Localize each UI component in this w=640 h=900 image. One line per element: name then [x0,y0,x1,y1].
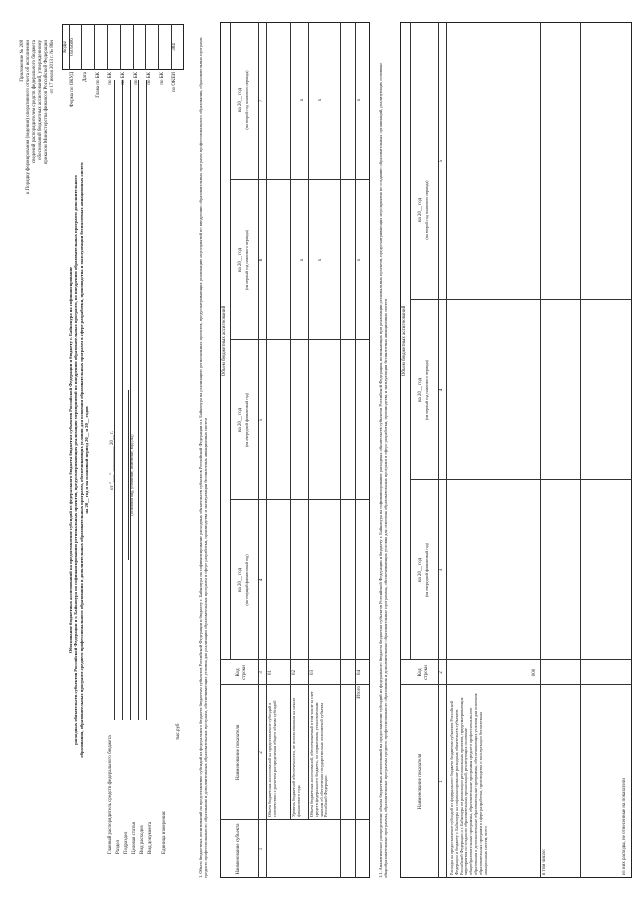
s11-column-number: 2 [439,671,444,674]
s11-row-name: Расходы на предоставление субсидий из федерального бюджета бюджетам субъектов Российской Федерации и бюджету г. Байконура на софинансирование расходных обязательств субъектов Российской Федерации и г. Байконура по реализации региональных проектов, предусматривающих мероприятия по созданию образовательных организаций, реализующих основные общеобразовательные программы, образовательные программы среднего профессионального образования и дополнительные образовательные программы, обеспечивающих условия для освоения образовательных программ в сфере разработки, производства и эксплуатации беспилотных авиационных систем, всего [449,693,488,875]
s11-year-label: на 20__ год [418,377,423,403]
code-label: по БК [146,72,152,85]
field-unit-label: Единица измерения: [162,810,167,854]
s1-row-name: Объем бюджетных ассигнований на предоставление субсидий в соответствии с расчетом распределения общего объема субсидий [267,700,277,817]
s11-subrow-2: из них расходы, не отнесенные на показатели [622,778,627,875]
s1-column-number: 1 [259,847,264,851]
code-label: Форма по ОКУД [70,72,75,108]
field-target-article: Целевая статья [132,822,137,854]
s1-row-name: Объем бюджетных ассигнований, обеспечиваемый в том числе за счет средств федерального бюджета, по нормативам, установленным законом об обеспечении государственных полномочий субъекта Российской Федерации [309,691,329,817]
s1-row-code: 02 [292,670,297,675]
s1-row-value: х [300,98,305,102]
code-label: по БК [159,72,165,85]
s1-col-subject: Наименование субъекта [236,823,241,875]
s1-year-sub: (на второй год планового периода) [244,70,249,130]
s11-column-number: 5 [439,159,444,163]
s1-row-value: х [318,98,323,102]
field-expense-type: Вид расходов [140,825,145,854]
s1-row-name: Уровень бюджетной обеспеченности, не использованная на начало финансового года [291,697,301,817]
title-line-3: образования, образовательных программ среднего профессионального образования и дополнительных образовательных программ, обеспечивающих условия для освоения образовательных программ в сфере разработки, производства и эксплуатации беспилотных авиационных систем [78,162,84,758]
s1-column-number: 5 [259,418,264,422]
header-line-2: сведений распорядителем средств федерального бюджета [32,40,37,164]
field-section: Раздел [116,839,121,854]
s1-row-value: х [300,258,305,262]
s1-column-number: 7 [259,99,264,103]
s1-column-number: 6 [259,258,264,262]
s11-col-name: Наименование показателя [418,753,423,810]
s1-total-code: 04 [357,670,362,675]
title-line-2: расходных обязательств субъектов Российской Федерации и г. Байконура по софинансированию региональных проектов, предусматривающих реализацию мероприятий по внедрению образовательных программ, по внедрению образовательных программ дополнительного [73,175,79,745]
field-chief-distributor: Главный распорядитель средств федерального бюджета [108,735,113,854]
code-label: по БК [108,72,114,85]
s1-year-label: на 20__ год [238,567,243,593]
s11-year-sub: (на второй год планового периода) [424,180,429,240]
s1-column-number: 3 [259,671,264,674]
s1-col-name: Наименование показателя [236,724,241,781]
code-label: по БК [134,72,139,85]
s11-column-number: 3 [439,568,444,572]
code-value: 0505606 [70,38,75,56]
s11-column-number: 4 [439,388,444,392]
header-line-4: приказом Министерства финансов Российской Федерации [44,40,49,165]
field-document-type: Вид документа [148,821,153,854]
s11-year-sub: (на первый год планового периода) [424,360,429,420]
field-subsection: Подраздел [124,831,129,854]
section11-heading: 1.1. Аналитическое распределение объема бюджетных ассигнований на предоставление субсидий из федерального бюджета бюджетам субъектов Российской Федерации и бюджету г. Байконура на софинансирование расходных обязательств субъектов Российской Федерации, возникающих при реализации региональных проектов, предусматривающих мероприятия по созданию образовательных организаций, реализующих основные общеобразовательные программы, образовательные программы среднего профессионального образования и дополнительные образовательные программы, обеспечивающих условия для освоения образовательных программ в сфере разработки, производства и эксплуатации беспилотных авиационных систем [378,62,389,878]
header-line-5: от 17 июля 2013 г. № 86н [50,40,55,94]
s11-year-label: на 20__ год [418,557,423,583]
s11-year-label: на 20__ год [418,197,423,223]
s1-column-number: 4 [259,578,264,582]
unit-value: тыс.руб [176,723,181,740]
s1-year-sub: (на первый год планового периода) [244,230,249,290]
s11-col-code: Код строки [418,665,429,680]
s11-column-number: 1 [439,780,444,783]
s1-row-code: 01 [268,670,273,675]
s1-total-value: х [357,258,362,262]
date-line: от "___" __________ 20__ г. [110,431,115,490]
s1-col-code: Код строки [236,665,247,680]
s11-subrow-1: в том числе: [542,848,547,875]
s1-total-value: х [357,98,362,102]
code-label: по БК [121,72,127,85]
s11-row-code: 000 [532,668,537,677]
code-label: Дата [82,72,88,82]
code-label: по ОКЕИ [172,72,178,93]
doc-kind-note: (основной вид, уточнение, изменение, вид (№)) [129,434,134,516]
codes-header: Коды [63,41,68,53]
title-line-4: на 20__ год и на плановый период 20__ и 20__ годов [83,406,89,514]
s1-year-sub: (на текущий финансовый год) [244,554,249,606]
s11-col-group: Объем бюджетных ассигнований [402,305,407,377]
section1-heading: 1. Объем бюджетных ассигнований на предоставление субсидий из федерального бюджета бюджетам субъектов Российской Федерации и бюджету г. Байконура на софинансирование расходных обязательств субъектов Российской Федерации и г. Байконура на реализацию региональных проектов, предусматривающих реализацию мероприятий по внедрению образовательных программ профессионального образования, образовательных программ среднего профессионального образования и дополнительных образовательных программ, обеспечивающих условия для реализации образовательных программ в сфере разработки, производства и эксплуатации беспилотных авиационных систем [198,37,209,878]
appendix-number: Приложение № 208 [20,40,25,82]
document-title [68,80,89,840]
s1-row-code: 03 [310,670,315,675]
code-label: Глава по БК [95,72,101,98]
s1-year-label: на 20__ год [238,407,243,433]
s1-total-label: Итого [357,686,362,699]
s1-row-value: х [318,258,323,262]
header-line-1: к Порядку формирования (ведения) оперативного отчета об исполнении [26,40,31,194]
s1-year-sub: (на очередной финансовый год) [244,392,249,448]
s1-year-label: на 20__ год [238,87,243,113]
header-line-3: обоснований бюджетных ассигнований, утвержденному [38,40,43,160]
title-line-1: Обоснование бюджетных ассигнований на предоставление субсидий из федерального бюджета бюджетам субъектов Российской Федерации и бюджету г. Байконура на софинансирование [68,266,73,654]
s1-year-label: на 20__ год [238,247,243,273]
codes-box [62,24,184,70]
s11-year-sub: (на очередной финансовый год) [424,542,429,598]
s1-col-group: Объем бюджетных ассигнований [222,305,227,377]
code-value: 384 [172,43,178,51]
s1-column-number: 2 [259,751,264,754]
